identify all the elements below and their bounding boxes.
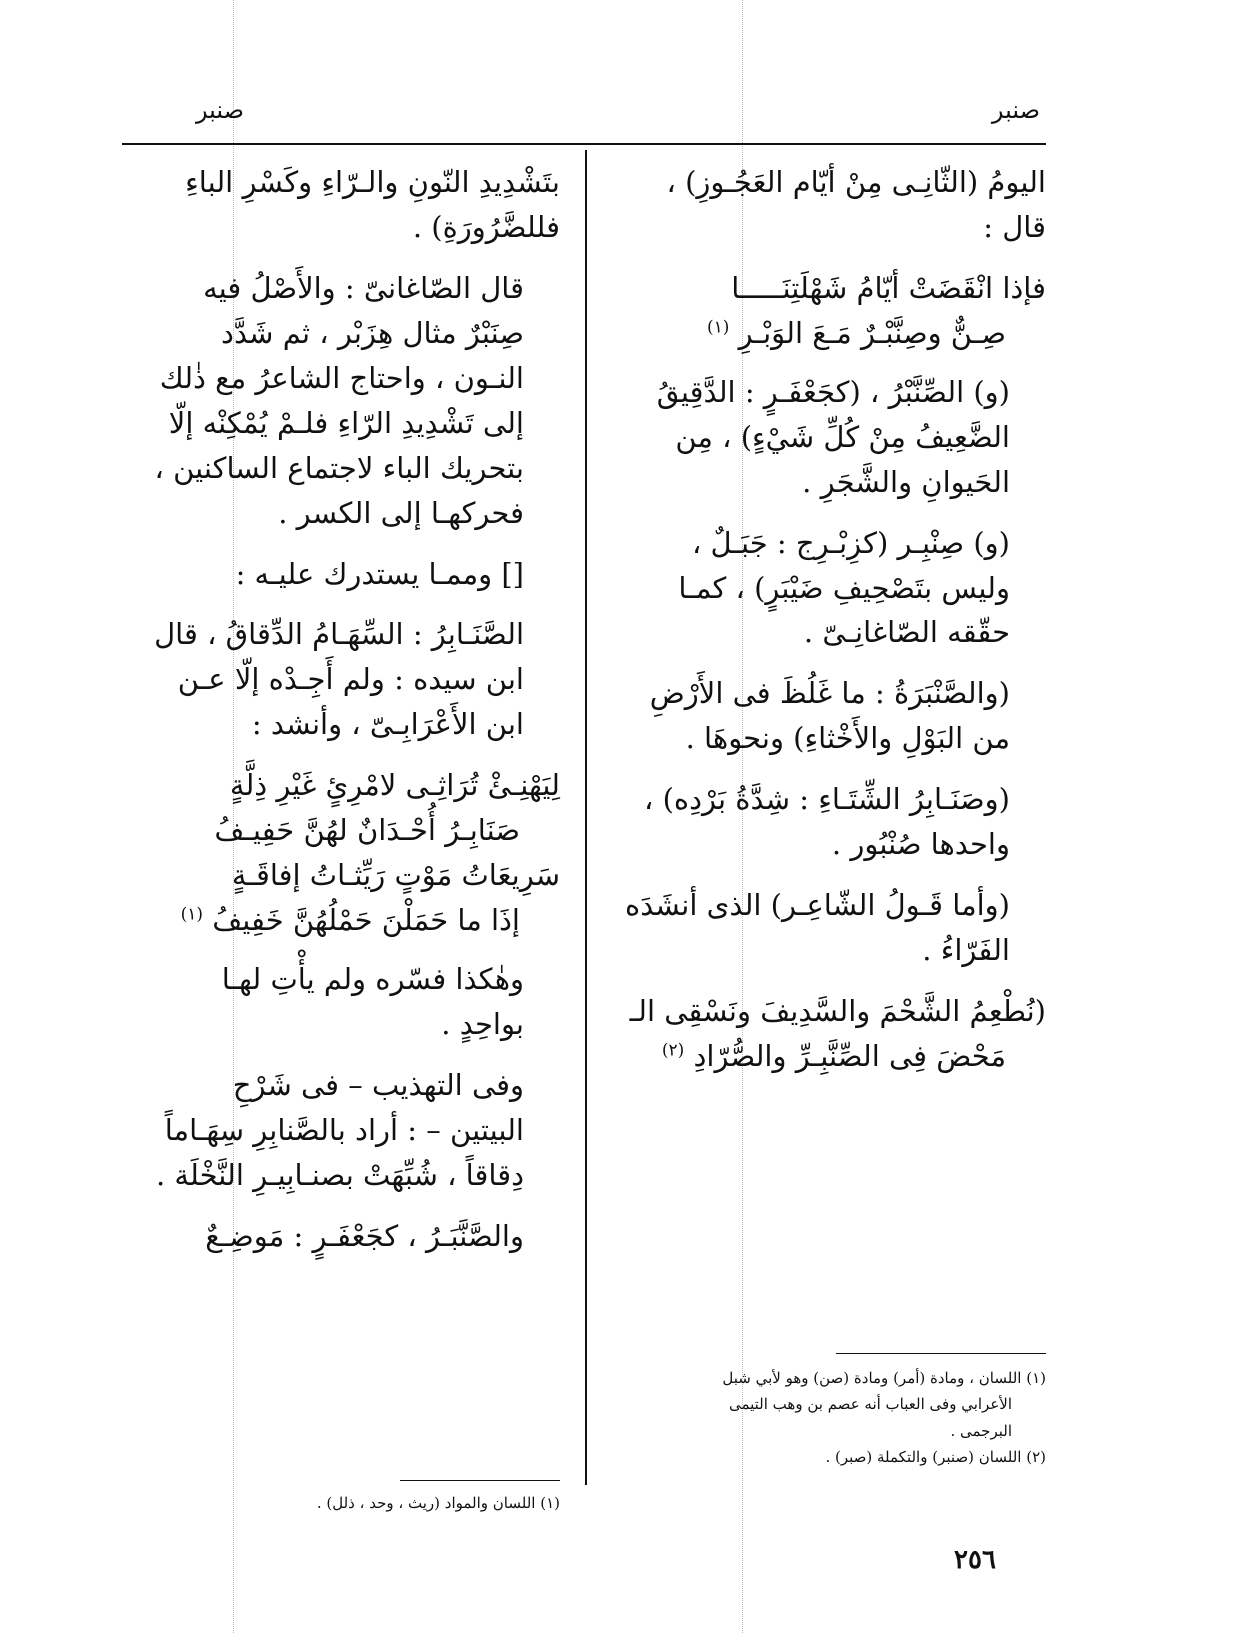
paragraph: قال الصّاغانىّ : والأَصْلُ فيه صِنَبْرٌ مثال هِزَبْر ، ثم شَدَّد النـون ، واحتاج الشاعرُ مع ذٰلك إلى تَشْدِيدِ الرّاءِ فلـمْ يُمْكِنْه إلّا بتحريك الباء لاجتماع الساكنين ، فحركهـا إلى الكسر . bbox=[154, 270, 524, 530]
header-rule bbox=[122, 143, 1046, 145]
verse-line: (نُطْعِمُ الشَّحْمَ والسَّدِيفَ ونَسْقِى الـ bbox=[629, 994, 1046, 1028]
footnote-rule bbox=[836, 1353, 1046, 1354]
footnote: البرجمى . bbox=[950, 1421, 1012, 1440]
paragraph: اليومُ (الثّانِـى مِنْ أيّام العَجُـوزِ) ، قال : bbox=[666, 165, 1046, 244]
verse-line: صِـنٌّ وصِنَّبْـرٌ مَـعَ الوَبْـرِ $^{(١)}$ bbox=[706, 315, 1006, 350]
footnotes-right bbox=[618, 1365, 1046, 1470]
verse bbox=[150, 763, 560, 943]
footnote: الأعرابي وفى العباب أنه عصم بن وهب التيمى bbox=[728, 1395, 1012, 1414]
footnote: (١) اللسان والمواد (ريث ، وحد ، ذلل) . bbox=[316, 1494, 560, 1512]
page-number: ٢٥٦ bbox=[954, 1545, 996, 1575]
footnote-marker: (١) bbox=[180, 904, 204, 925]
verse-line: مَحْضَ فِى الصِّنَّبِـرِّ والصُّرّادِ $^{(٢)}$ bbox=[661, 1038, 1006, 1073]
verse-line: صَنَابِـرُ أُحْـدَانٌ لهُنَّ حَفِيـفُ bbox=[214, 813, 520, 848]
verse bbox=[618, 266, 1046, 356]
verse bbox=[618, 989, 1046, 1079]
footnote-rule bbox=[400, 1480, 560, 1481]
paragraph: وهٰكذا فسّره ولم يأْتِ لهـا بواحِدٍ . bbox=[221, 962, 524, 1041]
paragraph: [] وممـا يستدرك عليـه : bbox=[235, 556, 524, 591]
footnote-marker: (٢) bbox=[661, 1040, 685, 1061]
running-header-left: صنبر bbox=[195, 96, 245, 124]
paragraph: بتَشْدِيدِ النّونِ والـرّاءِ وكَسْرِ الباءِ فللضَّرُورَةِ) . bbox=[185, 165, 560, 244]
paragraph: والصَّنَّبَـرُ ، كجَعْفَـرٍ : مَوضِـعٌ bbox=[205, 1218, 524, 1253]
verse-line: لِيَهْنِـئْ تُرَاثِـى لامْرِئٍ غَيْرِ ذِلَّةٍ bbox=[229, 768, 560, 803]
footnote-marker: (١) bbox=[706, 317, 730, 338]
verse-line: سَرِيعَاتُ مَوْتٍ رَيِّثـاتُ إفاقَـةٍ bbox=[231, 858, 560, 893]
footnote: (١) اللسان ، ومادة (أمر) ومادة (صن) وهو لأبي شبل bbox=[722, 1369, 1046, 1387]
paragraph: (والصَّنْبَرَةُ : ما غَلُظَ فى الأَرْضِ من البَوْلِ والأَخْثاءِ) ونحوهَا . bbox=[649, 676, 1010, 756]
verse-line: فإذا انْقَضَتْ أيّامُ شَهْلَتِنَـــــا bbox=[731, 270, 1046, 305]
paragraph: (و) صِنْبِـر (كزِبْـرِج : جَبَـلٌ ، وليس بتَصْحِيفِ ضَيْبَرٍ) ، كمـا حقّقه الصّاغانِـىّ . bbox=[678, 525, 1010, 650]
paragraph: (وأما قَـولُ الشّاعِـر) الذى أنشَدَه الفَرّاءُ . bbox=[625, 888, 1010, 968]
running-header-right: صنبر bbox=[991, 96, 1040, 124]
footnote: (٢) اللسان (صنبر) والتكملة (صبر) . bbox=[825, 1447, 1046, 1466]
paragraph: الصَّنَـابِرُ : السِّهَـامُ الدِّقاقُ ، قال ابن سيده : ولم أَجِـدْه إلّا عـن ابن الأَعْرَابِـىّ ، وأنشد : bbox=[154, 617, 524, 742]
paragraph: وفى التهذيب – فى شَرْحِ البيتين – : أراد بالصَّنابِرِ سِهَـاماً دِقاقاً ، شُبِّهَتْ بصنـابِيـرِ النَّخْلَة . bbox=[155, 1067, 524, 1192]
paragraph: (وصَنَـابِرُ الشِّتَـاءِ : شِدَّةُ بَرْدِه) ، واحدها صُنْبُور . bbox=[643, 782, 1010, 862]
right-column bbox=[618, 160, 1046, 1093]
verse-line: إذَا ما حَمَلْنَ حَمْلُهُنَّ خَفِيفُ $^{(١)}$ bbox=[180, 903, 520, 938]
footnotes-left bbox=[150, 1490, 560, 1516]
paragraph: (و) الصِّنَّبْرُ ، (كجَعْفَـرٍ : الدَّقِيقُ الضَّعِيفُ مِنْ كُلِّ شَيْءٍ) ، مِن الحَيوانِ والشَّجَرِ . bbox=[656, 374, 1010, 499]
left-column bbox=[150, 160, 560, 1275]
column-divider bbox=[585, 150, 587, 1485]
